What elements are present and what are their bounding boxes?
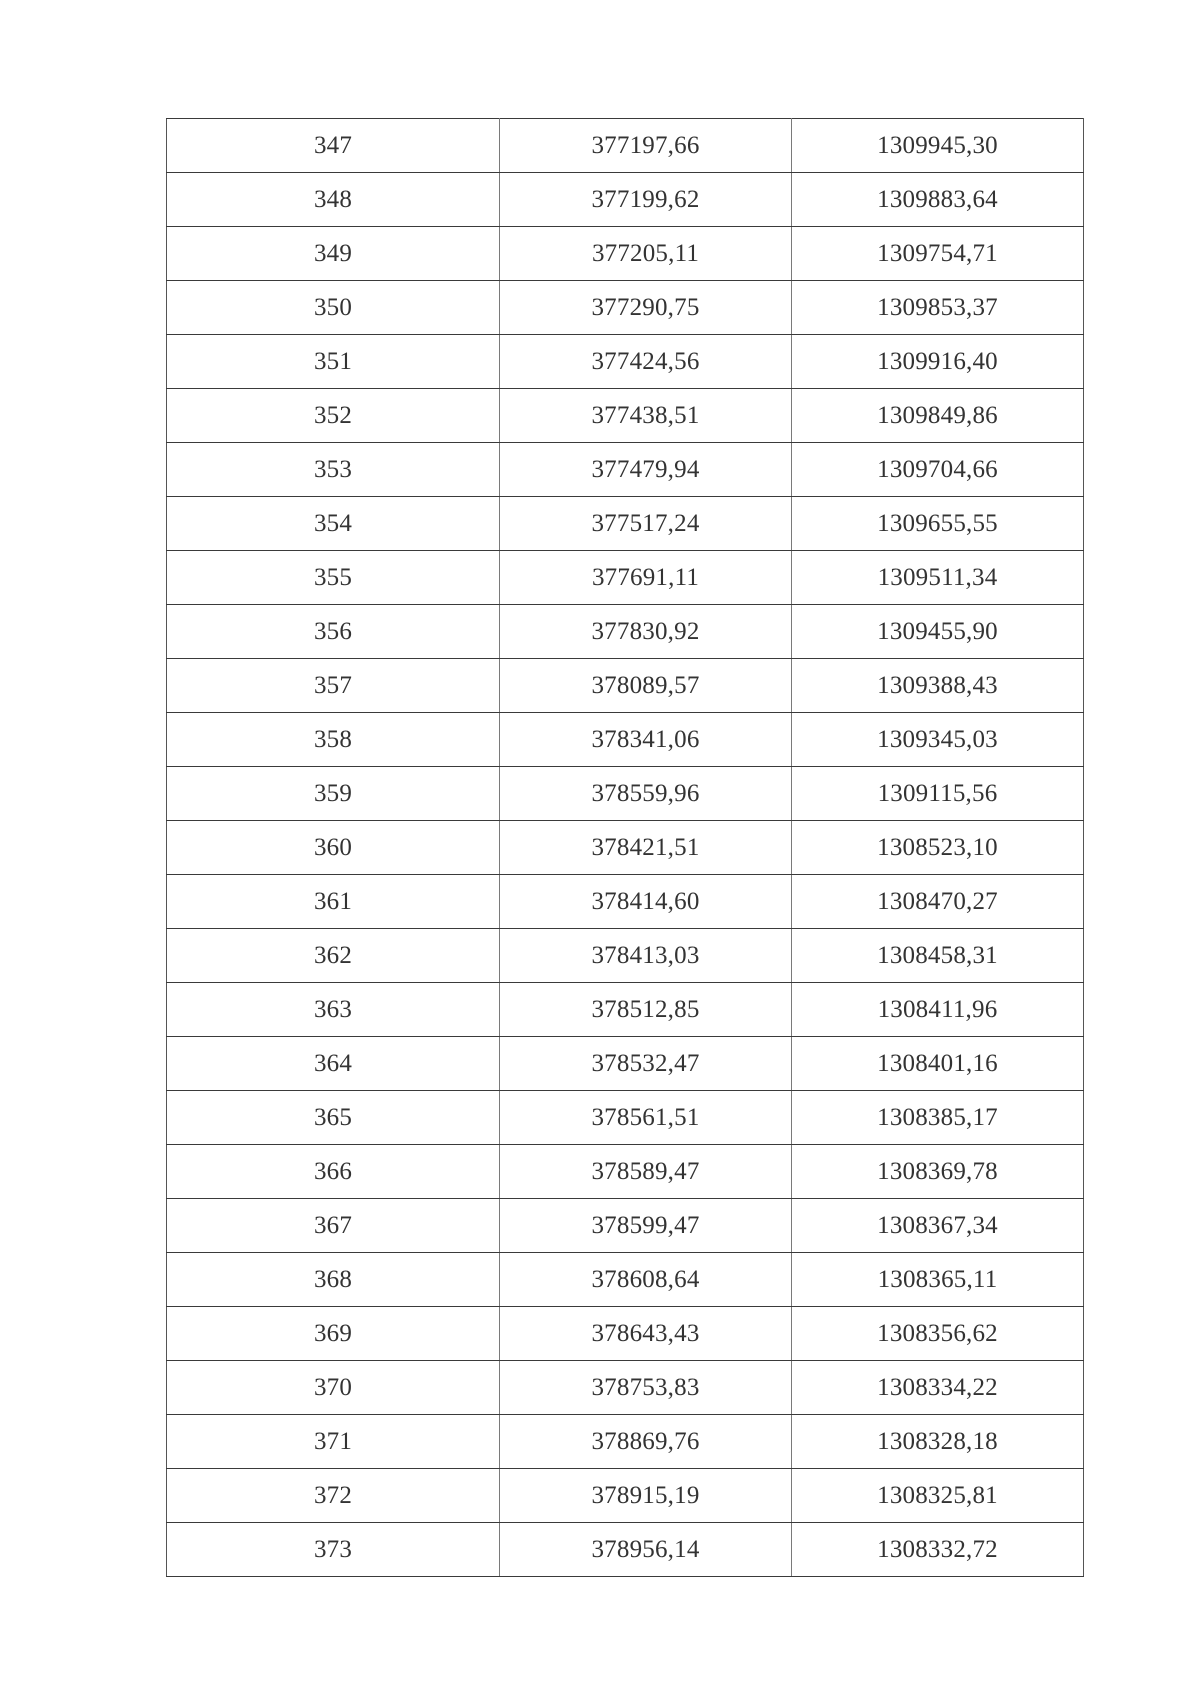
x-coordinate-cell: 378599,47 (500, 1199, 792, 1253)
x-coordinate-cell: 378869,76 (500, 1415, 792, 1469)
x-coordinate-cell: 377424,56 (500, 335, 792, 389)
point-number-cell: 361 (167, 875, 500, 929)
table-row (167, 1091, 1084, 1145)
point-number-cell: 347 (167, 119, 500, 173)
table-row (167, 1145, 1084, 1199)
table-row (167, 983, 1084, 1037)
x-coordinate-cell: 378956,14 (500, 1523, 792, 1577)
x-coordinate-cell: 377290,75 (500, 281, 792, 335)
point-number-cell: 357 (167, 659, 500, 713)
y-coordinate-cell: 1308356,62 (792, 1307, 1084, 1361)
point-number-cell: 368 (167, 1253, 500, 1307)
y-coordinate-cell: 1309849,86 (792, 389, 1084, 443)
table-row (167, 821, 1084, 875)
x-coordinate-cell: 378589,47 (500, 1145, 792, 1199)
y-coordinate-cell: 1308401,16 (792, 1037, 1084, 1091)
y-coordinate-cell: 1309704,66 (792, 443, 1084, 497)
y-coordinate-cell: 1309883,64 (792, 173, 1084, 227)
y-coordinate-cell: 1308411,96 (792, 983, 1084, 1037)
point-number-cell: 373 (167, 1523, 500, 1577)
x-coordinate-cell: 378421,51 (500, 821, 792, 875)
point-number-cell: 358 (167, 713, 500, 767)
y-coordinate-cell: 1308369,78 (792, 1145, 1084, 1199)
y-coordinate-cell: 1308328,18 (792, 1415, 1084, 1469)
y-coordinate-cell: 1309754,71 (792, 227, 1084, 281)
table-row (167, 1361, 1084, 1415)
point-number-cell: 350 (167, 281, 500, 335)
point-number-cell: 353 (167, 443, 500, 497)
y-coordinate-cell: 1308523,10 (792, 821, 1084, 875)
x-coordinate-cell: 377691,11 (500, 551, 792, 605)
table-row (167, 1199, 1084, 1253)
table-row (167, 335, 1084, 389)
table-row (167, 659, 1084, 713)
x-coordinate-cell: 378753,83 (500, 1361, 792, 1415)
table-row (167, 227, 1084, 281)
y-coordinate-cell: 1308332,72 (792, 1523, 1084, 1577)
x-coordinate-cell: 378643,43 (500, 1307, 792, 1361)
point-number-cell: 366 (167, 1145, 500, 1199)
table-row (167, 1253, 1084, 1307)
y-coordinate-cell: 1309455,90 (792, 605, 1084, 659)
point-number-cell: 367 (167, 1199, 500, 1253)
point-number-cell: 359 (167, 767, 500, 821)
x-coordinate-cell: 378413,03 (500, 929, 792, 983)
x-coordinate-cell: 378532,47 (500, 1037, 792, 1091)
y-coordinate-cell: 1309345,03 (792, 713, 1084, 767)
point-number-cell: 349 (167, 227, 500, 281)
x-coordinate-cell: 377517,24 (500, 497, 792, 551)
x-coordinate-cell: 377830,92 (500, 605, 792, 659)
y-coordinate-cell: 1309945,30 (792, 119, 1084, 173)
point-number-cell: 352 (167, 389, 500, 443)
table-body (167, 119, 1084, 1577)
table-row (167, 1523, 1084, 1577)
point-number-cell: 360 (167, 821, 500, 875)
y-coordinate-cell: 1308385,17 (792, 1091, 1084, 1145)
table-row (167, 875, 1084, 929)
table-row (167, 1415, 1084, 1469)
y-coordinate-cell: 1309853,37 (792, 281, 1084, 335)
y-coordinate-cell: 1308367,34 (792, 1199, 1084, 1253)
table-row (167, 389, 1084, 443)
table-row (167, 551, 1084, 605)
table-row (167, 1307, 1084, 1361)
x-coordinate-cell: 378561,51 (500, 1091, 792, 1145)
point-number-cell: 364 (167, 1037, 500, 1091)
point-number-cell: 362 (167, 929, 500, 983)
point-number-cell: 354 (167, 497, 500, 551)
y-coordinate-cell: 1309388,43 (792, 659, 1084, 713)
point-number-cell: 369 (167, 1307, 500, 1361)
x-coordinate-cell: 378512,85 (500, 983, 792, 1037)
table-row (167, 443, 1084, 497)
table-row (167, 1037, 1084, 1091)
point-number-cell: 355 (167, 551, 500, 605)
x-coordinate-cell: 377438,51 (500, 389, 792, 443)
y-coordinate-cell: 1309655,55 (792, 497, 1084, 551)
table-row (167, 497, 1084, 551)
coordinates-table (166, 118, 1084, 1577)
y-coordinate-cell: 1309511,34 (792, 551, 1084, 605)
table-row (167, 173, 1084, 227)
y-coordinate-cell: 1309916,40 (792, 335, 1084, 389)
point-number-cell: 365 (167, 1091, 500, 1145)
y-coordinate-cell: 1308458,31 (792, 929, 1084, 983)
point-number-cell: 363 (167, 983, 500, 1037)
point-number-cell: 372 (167, 1469, 500, 1523)
point-number-cell: 348 (167, 173, 500, 227)
table-row (167, 605, 1084, 659)
x-coordinate-cell: 377199,62 (500, 173, 792, 227)
y-coordinate-cell: 1308334,22 (792, 1361, 1084, 1415)
x-coordinate-cell: 378341,06 (500, 713, 792, 767)
point-number-cell: 370 (167, 1361, 500, 1415)
y-coordinate-cell: 1308365,11 (792, 1253, 1084, 1307)
table-row (167, 713, 1084, 767)
y-coordinate-cell: 1308325,81 (792, 1469, 1084, 1523)
x-coordinate-cell: 378089,57 (500, 659, 792, 713)
y-coordinate-cell: 1309115,56 (792, 767, 1084, 821)
x-coordinate-cell: 378608,64 (500, 1253, 792, 1307)
y-coordinate-cell: 1308470,27 (792, 875, 1084, 929)
x-coordinate-cell: 377479,94 (500, 443, 792, 497)
table-row (167, 767, 1084, 821)
x-coordinate-cell: 378559,96 (500, 767, 792, 821)
x-coordinate-cell: 377205,11 (500, 227, 792, 281)
table-row (167, 1469, 1084, 1523)
x-coordinate-cell: 377197,66 (500, 119, 792, 173)
x-coordinate-cell: 378915,19 (500, 1469, 792, 1523)
table-row (167, 281, 1084, 335)
x-coordinate-cell: 378414,60 (500, 875, 792, 929)
point-number-cell: 356 (167, 605, 500, 659)
point-number-cell: 351 (167, 335, 500, 389)
point-number-cell: 371 (167, 1415, 500, 1469)
table-row (167, 119, 1084, 173)
table-row (167, 929, 1084, 983)
